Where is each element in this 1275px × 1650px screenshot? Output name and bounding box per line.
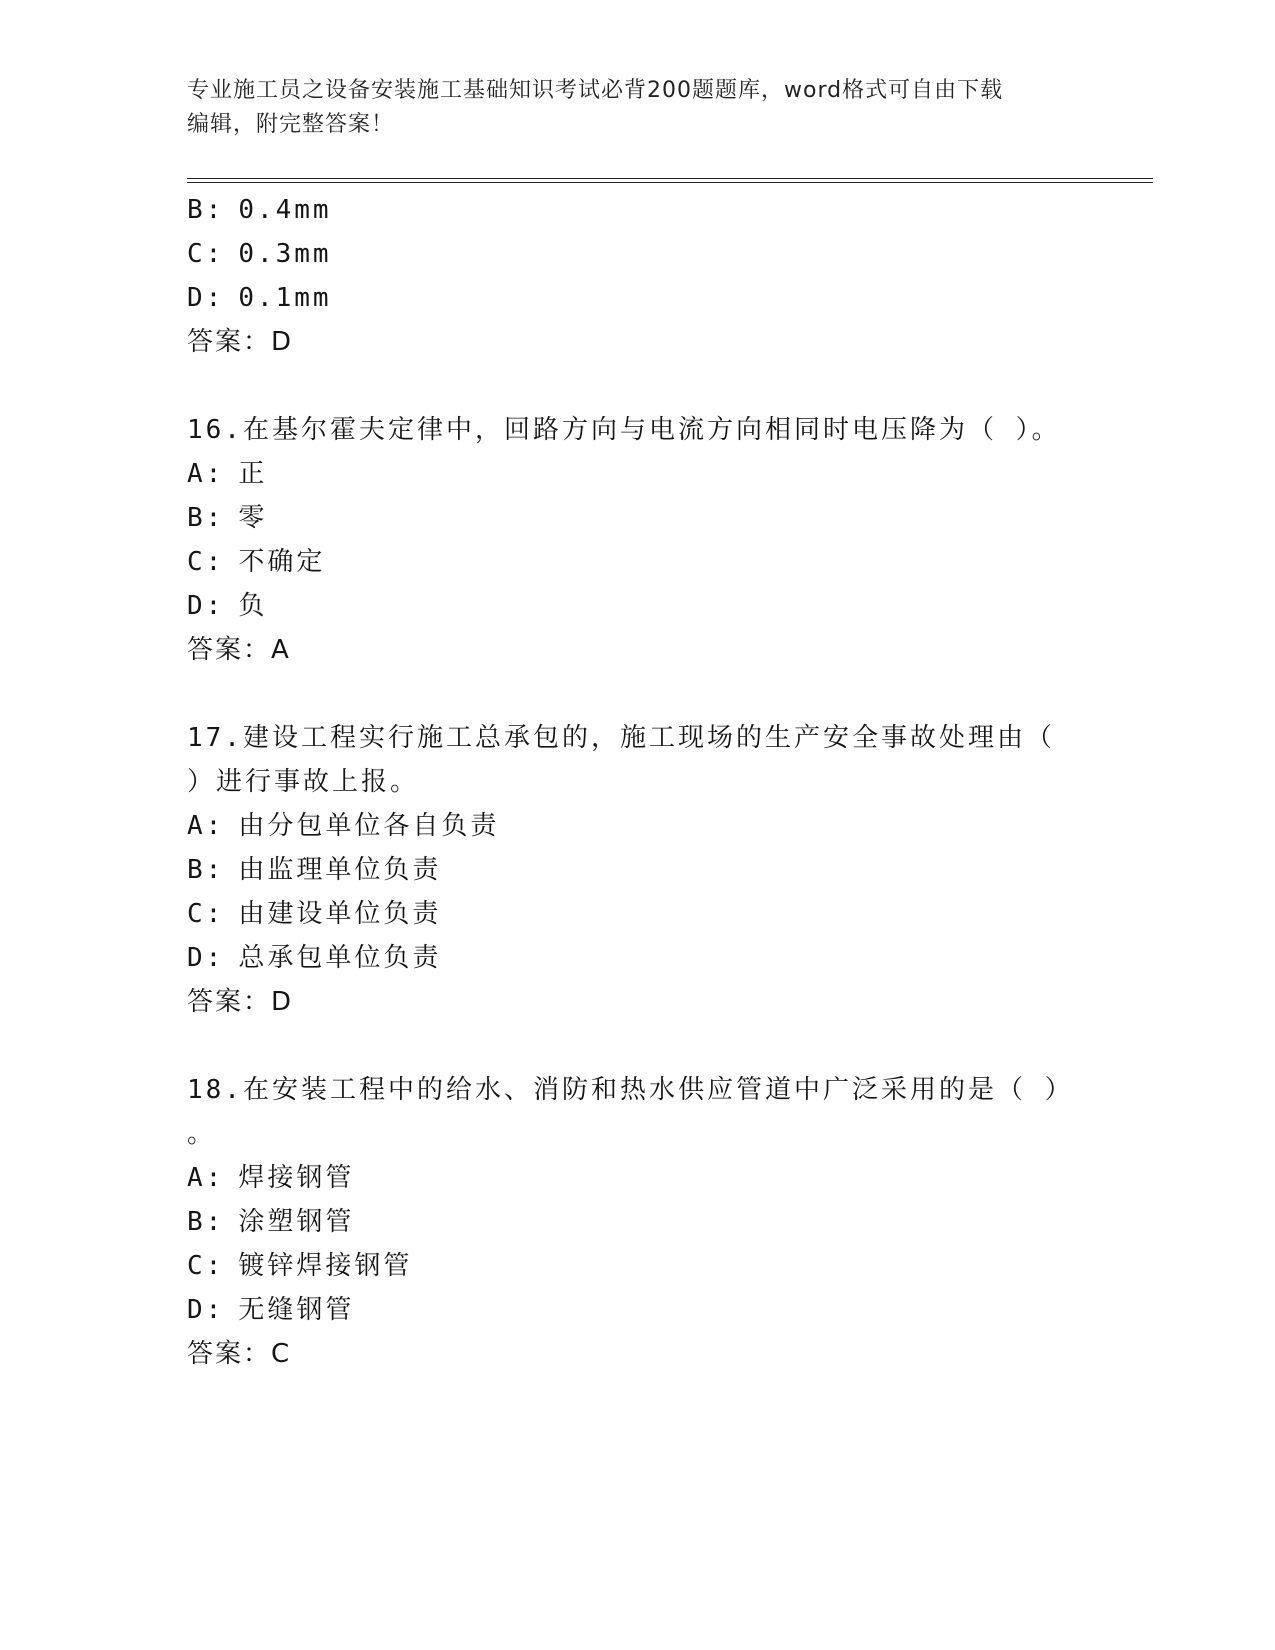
q17-option-c: C: 由建设单位负责 — [187, 899, 442, 929]
q17-stem-line-1: 17.建设工程实行施工总承包的，施工现场的生产安全事故处理由（ — [187, 723, 1055, 753]
q17-stem-line-2: ）进行事故上报。 — [187, 767, 420, 797]
q17-option-d: D: 总承包单位负责 — [187, 943, 442, 973]
q15-option-b: B: 0.4mm — [187, 195, 332, 225]
q18-answer: 答案：C — [187, 1339, 292, 1369]
q18-option-c: C: 镀锌焊接钢管 — [187, 1251, 413, 1281]
q17-option-a: A: 由分包单位各自负责 — [187, 811, 500, 841]
q18-option-a: A: 焊接钢管 — [187, 1163, 355, 1193]
q16-option-a: A: 正 — [187, 459, 268, 489]
document-header — [187, 74, 1087, 142]
q16-answer: 答案：A — [187, 635, 291, 665]
q16-stem: 16.在基尔霍夫定律中，回路方向与电流方向相同时电压降为（ ）。 — [187, 415, 1061, 445]
q15-answer: 答案：D — [187, 327, 294, 357]
q16-option-b: B: 零 — [187, 503, 268, 533]
q15-option-d: D: 0.1mm — [187, 283, 332, 313]
header-line-1: 专业施工员之设备安装施工基础知识考试必背200题题库，word格式可自由下载 — [187, 78, 1004, 103]
q18-option-b: B: 涂塑钢管 — [187, 1207, 355, 1237]
header-line-2: 编辑，附完整答案！ — [187, 112, 395, 137]
q18-stem-line-1: 18.在安装工程中的给水、消防和热水供应管道中广泛采用的是（ ） — [187, 1075, 1074, 1105]
q15-option-c: C: 0.3mm — [187, 239, 332, 269]
q17-answer: 答案：D — [187, 987, 294, 1017]
q18-stem-line-2: 。 — [187, 1119, 217, 1149]
q17-option-b: B: 由监理单位负责 — [187, 855, 442, 885]
q18-option-d: D: 无缝钢管 — [187, 1295, 355, 1325]
header-divider-bottom — [187, 182, 1153, 183]
q16-option-c: C: 不确定 — [187, 547, 326, 577]
header-divider-top — [187, 178, 1153, 179]
q16-option-d: D: 负 — [187, 591, 268, 621]
